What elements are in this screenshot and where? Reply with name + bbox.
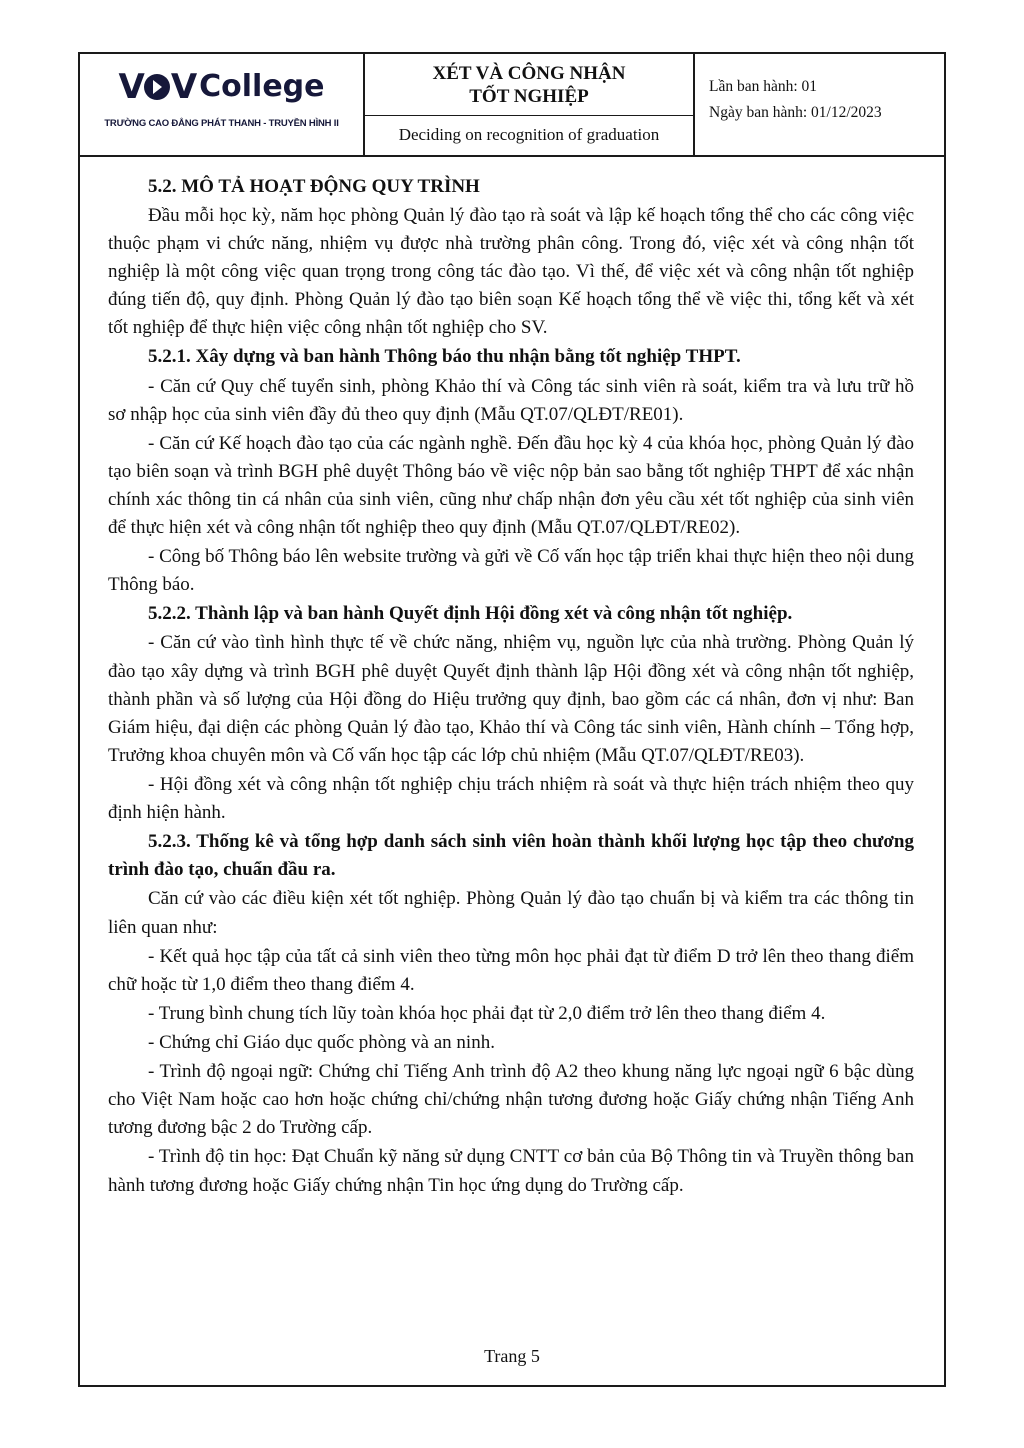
eye-icon bbox=[144, 74, 170, 100]
subsection-heading-5-2-2: 5.2.2. Thành lập và ban hành Quyết định Hội đồng xét và công nhận tốt nghiệp. bbox=[148, 603, 793, 625]
paragraph-intro: Đầu mỗi học kỳ, năm học phòng Quản lý đào tạo rà soát và lập kế hoạch tổng thể cho các công việc thuộc phạm vi chức năng, nhiệm vụ được nhà trường phân công. Trong đó, việc xét và công nhận tốt nghiệp là một công việc quan trọng trong công tác đào tạo. Vì thế, để việc xét và công nhận tốt nghiệp đúng tiến độ, quy định. Phòng Quản lý đào tạo biên soạn Kế hoạch tổng thể về việc thi, tổng kết và xét tốt nghiệp để thực hiện việc công nhận tốt nghiệp cho SV. bbox=[108, 204, 914, 339]
logo-letter-v-right: V bbox=[170, 67, 196, 107]
document-header bbox=[80, 54, 944, 157]
header-meta-cell bbox=[695, 54, 944, 155]
paragraph-5-2-3-b: - Kết quả học tập của tất cả sinh viên theo từng môn học phải đạt từ điểm D trở lên theo thang điểm chữ hoặc từ 1,0 điểm theo thang điểm 4. bbox=[108, 945, 914, 995]
paragraph-5-2-1-c: - Công bố Thông báo lên website trường và gửi về Cố vấn học tập triển khai thực hiện theo nội dung Thông báo. bbox=[108, 546, 914, 596]
paragraph-5-2-3-e: - Trình độ ngoại ngữ: Chứng chỉ Tiếng Anh trình độ A2 theo khung năng lực ngoại ngữ 6 bậc dùng cho Việt Nam hoặc cao hơn hoặc chứng chỉ/chứng nhận tương đương hoặc Giấy chứng nhận Tiếng Anh tương đương bậc 2 do Trường cấp. bbox=[108, 1061, 914, 1139]
paragraph-5-2-1-b: - Căn cứ Kế hoạch đào tạo của các ngành nghề. Đến đầu học kỳ 4 của khóa học, phòng Quản lý đào tạo biên soạn và trình BGH phê duyệt Thông báo về việc nộp bản sao bằng tốt nghiệp THPT để xác nhận chính xác thông tin cá nhân của sinh viên, cũng như chấp nhận đơn yêu cầu xét tốt nghiệp của sinh viên để thực hiện xét và công nhận tốt nghiệp theo quy định (Mẫu QT.07/QLĐT/RE02). bbox=[108, 432, 914, 539]
document-body bbox=[80, 157, 944, 1200]
paragraph-5-2-3-c: - Trung bình chung tích lũy toàn khóa học phải đạt từ 2,0 điểm trở lên theo thang điểm 4. bbox=[148, 1002, 826, 1024]
logo-wordmark: College bbox=[199, 69, 325, 104]
header-title-en: Deciding on recognition of graduation bbox=[398, 125, 660, 145]
logo bbox=[86, 64, 357, 110]
paragraph-5-2-3-a: Căn cứ vào các điều kiện xét tốt nghiệp. Phòng Quản lý đào tạo chuẩn bị và kiểm tra các thông tin liên quan như: bbox=[108, 888, 914, 938]
header-logo-cell bbox=[80, 54, 365, 155]
header-title-vi bbox=[365, 54, 693, 116]
subsection-heading-5-2-3: 5.2.3. Thống kê và tổng hợp danh sách sinh viên hoàn thành khối lượng học tập theo chương trình đào tạo, chuẩn đầu ra. bbox=[108, 831, 914, 881]
header-title-vi-line2: TỐT NGHIỆP bbox=[469, 86, 589, 108]
paragraph-5-2-3-f: - Trình độ tin học: Đạt Chuẩn kỹ năng sử dụng CNTT cơ bản của Bộ Thông tin và Truyền thông ban hành tương đương hoặc Giấy chứng nhận Tin học ứng dụng do Trường cấp. bbox=[108, 1146, 914, 1196]
header-title-cell bbox=[365, 54, 695, 155]
subsection-heading-5-2-1: 5.2.1. Xây dựng và ban hành Thông báo thu nhận bằng tốt nghiệp THPT. bbox=[148, 346, 741, 368]
paragraph-5-2-2-a: - Căn cứ vào tình hình thực tế về chức năng, nhiệm vụ, nguồn lực của nhà trường. Phòng Quản lý đào tạo xây dựng và trình BGH phê duyệt Quyết định thành lập Hội đồng xét và công nhận tốt nghiệp, thành phần và số lượng của Hội đồng do Hiệu trưởng quy định, bao gồm các cá nhân, đơn vị như: Ban Giám hiệu, đại diện các phòng Quản lý đào tạo, Khảo thí và Công tác sinh viên, Hành chính – Tổng hợp, Trưởng khoa chuyên môn và Cố vấn học tập các lớp chủ nhiệm (Mẫu QT.07/QLĐT/RE03). bbox=[108, 632, 914, 766]
section-heading-5-2: 5.2. MÔ TẢ HOẠT ĐỘNG QUY TRÌNH bbox=[148, 175, 480, 197]
paragraph-5-2-2-b: - Hội đồng xét và công nhận tốt nghiệp chịu trách nhiệm rà soát và thực hiện trách nhiệm theo quy định hiện hành. bbox=[108, 774, 914, 824]
document-page bbox=[78, 52, 946, 1387]
logo-letter-v-left: V bbox=[118, 67, 143, 107]
school-name: TRƯỜNG CAO ĐẲNG PHÁT THANH - TRUYỀN HÌNH II bbox=[104, 118, 339, 129]
paragraph-5-2-3-d: - Chứng chỉ Giáo dục quốc phòng và an ninh. bbox=[148, 1032, 495, 1054]
paragraph-5-2-1-a: - Căn cứ Quy chế tuyển sinh, phòng Khảo thí và Công tác sinh viên rà soát, kiểm tra và lưu trữ hồ sơ nhập học của sinh viên đầy đủ theo quy định (Mẫu QT.07/QLĐT/RE01). bbox=[108, 375, 914, 425]
header-title-vi-line1: XÉT VÀ CÔNG NHẬN bbox=[432, 63, 626, 84]
page-footer: Trang 5 bbox=[484, 1346, 540, 1366]
issue-number: Lần ban hành: 01 bbox=[709, 78, 818, 95]
issue-date: Ngày ban hành: 01/12/2023 bbox=[709, 103, 882, 121]
